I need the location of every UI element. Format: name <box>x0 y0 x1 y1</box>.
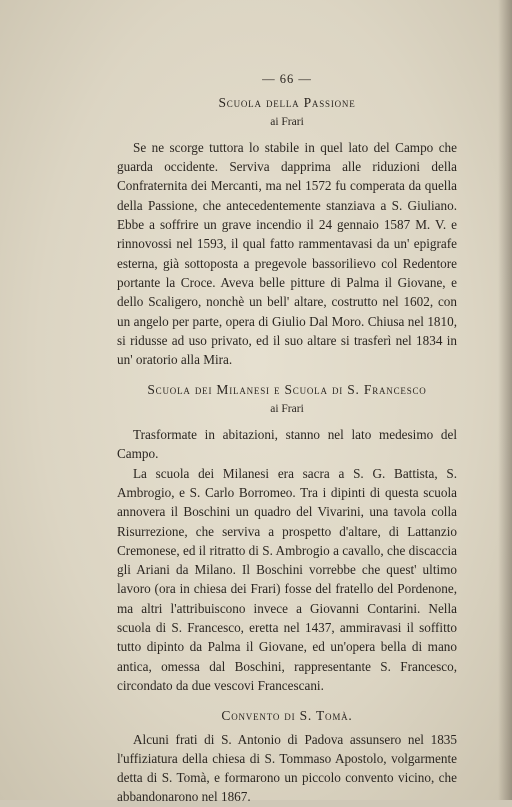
text-column <box>117 70 457 807</box>
section-title: Scuola della Passione <box>218 95 356 111</box>
section-subtitle: ai Frari <box>270 115 304 128</box>
section-subtitle: ai Frari <box>270 402 304 415</box>
paragraph: Alcuni frati di S. Antonio di Padova assunsero nel 1835 l'uffiziatura della chiesa di S. Tommaso Apostolo, volgarmente detta di S. Tomà, e formarono un piccolo convento vicino, che abbandonarono nel 1867. <box>117 731 457 805</box>
page-edge-shadow <box>498 0 512 800</box>
page-number: — 66 — <box>262 72 312 86</box>
paragraph: Trasformate in abitazioni, stanno nel lato medesimo del Campo. <box>117 427 457 462</box>
paragraph: La scuola dei Milanesi era sacra a S. G. Battista, S. Ambrogio, e S. Carlo Borromeo. Tra i dipinti di questa scuola annovera il Boschini un quadro del Vivarini, una tavola colla Risurrezione, che serviva a prospetto d'altare, di Lattanzio Cremonese, ed il ritratto di S. Ambrogio a cavallo, che discaccia gli Ariani da Milano. Il Boschini vorrebbe che quest' ultimo lavoro (ora in chiesa dei Frari) fosse del fratello del Pordenone, ma altri l'attribuiscono invece a Giovanni Contarini. Nella scuola di S. Francesco, eretta nel 1437, ammiravasi il soffitto tutto dipinto da Palma il Giovane, ed un'opera bella di mano antica, omessa dal Boschini, rappresentante S. Francesco, circondato da due vescovi Francescani. <box>117 465 457 693</box>
section-title: Convento di S. Tomà. <box>221 708 353 724</box>
section-title: Scuola dei Milanesi e Scuola di S. Francesco <box>147 382 427 398</box>
paragraph: Se ne scorge tuttora lo stabile in quel lato del Campo che guarda occidente. Serviva dapprima alle riduzioni della Confraternita dei Mercanti, ma nel 1572 fu comperata da quella della Passione, che antecedentemente stanziava a S. Giuliano. Ebbe a soffrire un grave incendio il 24 gennaio 1587 M. V. e rinnovossi nel 1593, il qual fatto rammentavasi da un' epigrafe esterna, già sottoposta a pregevole bassorilievo col Redentore portante la Croce. Aveva belle pitture di Palma il Giovane, e dello Scaligero, nonchè un bell' altare, costrutto nel 1602, con un angelo per parte, opera di Giulio Dal Moro. Chiusa nel 1810, si ridusse ad uso privato, ed il suo altare si trasferì nel 1834 in un' oratorio alla Mira. <box>117 139 457 368</box>
